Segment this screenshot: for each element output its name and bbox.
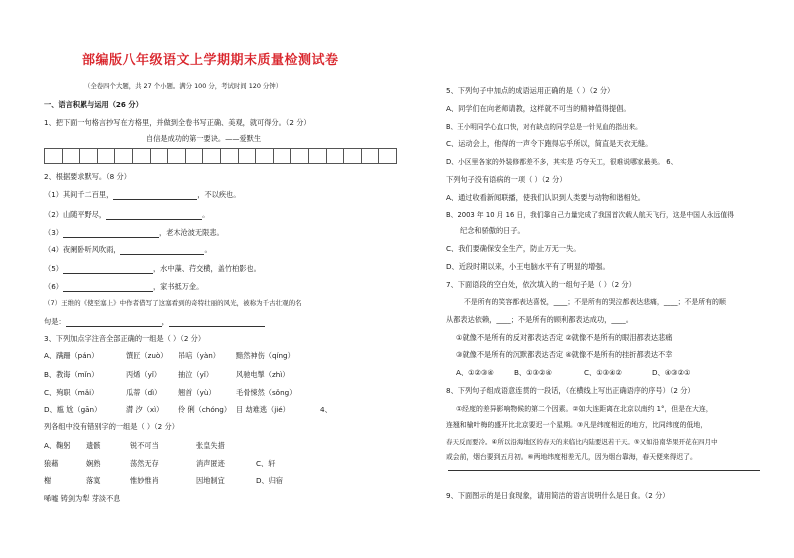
answer-blank[interactable] <box>120 246 204 255</box>
q8-stem: 8、下列句子组成语意连贯的一段话，（在横线上写出正确语序的序号）（2 分） <box>446 386 695 395</box>
answer-blank[interactable] <box>63 229 159 238</box>
q4-row-4: 唏嘘 铸剑为犁 芽淡不息 <box>44 494 121 503</box>
copy-grid[interactable] <box>44 148 396 164</box>
q5-option-c: C、运动会上，他得的一声令下跑得忘乎所以，简直是天衣无缝。 <box>446 139 653 148</box>
grid-cell[interactable] <box>238 148 257 164</box>
grid-cell[interactable] <box>343 148 362 164</box>
q2-item-7: （7）王维的《使至塞上》中作者借写了这塞看到的奇特壮丽的风光，被称为千古壮观的名 <box>44 299 302 307</box>
q7-options-2: ③就像不是所有的沉默都表达否定 ④就像不是所有的挂折都表达不幸 <box>456 350 673 359</box>
answer-blank[interactable] <box>106 211 202 220</box>
grid-cell[interactable] <box>114 148 133 164</box>
q5-option-a: A、同学们在向老师请教，这样就不可当的精神值得提倡。 <box>446 104 631 113</box>
answer-blank[interactable] <box>169 318 265 327</box>
q2-stem: 2、根据要求默写。（8 分） <box>44 172 131 181</box>
grid-cell[interactable] <box>185 148 204 164</box>
answer-blank[interactable] <box>66 318 162 327</box>
grid-cell[interactable] <box>79 148 98 164</box>
q6-option-b-cont: 纪念和骄傲的日子。 <box>460 226 525 235</box>
q2-item-4: （4）夜阑卧听风吹雨， 。 <box>44 245 212 254</box>
q5-option-b: B、王小明同学心直口快，对有缺点的同学总是一针见血的指出来。 <box>446 123 642 131</box>
answer-blank[interactable] <box>63 265 153 274</box>
grid-cell[interactable] <box>308 148 327 164</box>
grid-cell[interactable] <box>132 148 151 164</box>
grid-cell[interactable] <box>62 148 81 164</box>
q3-stem: 3、下列加点字注音全部正确的一组是（ ）（2 分） <box>44 334 206 343</box>
grid-cell[interactable] <box>255 148 274 164</box>
q7-passage-2: 从都表达依赖，____；不是所有的顾利都表达成功，____。 <box>446 315 633 324</box>
q2-item-2: （2）山随平野尽， 。 <box>44 210 210 219</box>
section-1-heading: 一、语言积累与运用（26 分） <box>44 100 143 109</box>
q6-option-b: B、2003 年 10 月 16 日，我们靠自己力量完成了我国首次载人航天飞行，这是中国人永远值得 <box>446 211 734 219</box>
q9-stem: 9、下面图示的是日食现象，请用简洁的语言说明什么是日食。（2 分） <box>446 491 670 500</box>
q8-sentence-4: 或会前，烟台要到五月初。⑥两地纬度相差无几，因为烟台靠海，春天便来得迟了。 <box>446 453 697 461</box>
grid-cell[interactable] <box>290 148 309 164</box>
q4-stem: 列各组中没有错别字的一组是（ ）（2 分） <box>44 422 179 431</box>
grid-cell[interactable] <box>44 148 63 164</box>
answer-blank[interactable] <box>113 191 197 200</box>
q2-item-6: （6） ，家书抵万金。 <box>44 282 204 291</box>
q1-stem: 1、把下面一句格言抄写在方格里，并做到全卷书写正确、美观，就可得分。（2 分） <box>44 118 311 127</box>
q6-option-d: D、近段时期以来，小王电脑水平有了明显的增强。 <box>446 262 610 271</box>
q2-item-3: （3） ，老木沧波无限悲。 <box>44 228 224 237</box>
grid-cell[interactable] <box>97 148 116 164</box>
q5-option-d: D、小区里各家的外装修都差不多，其实是 巧夺天工，很难说哪家最美。 6、 <box>446 158 678 166</box>
answer-blank[interactable] <box>63 283 153 292</box>
grid-cell[interactable] <box>220 148 239 164</box>
grid-cell[interactable] <box>378 148 397 164</box>
exam-note: （全卷四个大题，共 27 个小题。满分 100 分，考试时间 120 分钟） <box>84 82 283 90</box>
grid-cell[interactable] <box>361 148 380 164</box>
q2-item-1: （1）其间千二百里， ，不以疾也。 <box>44 190 241 199</box>
q1-motto: 自信是成功的第一要诀。——爱默生 <box>146 134 262 143</box>
grid-cell[interactable] <box>326 148 345 164</box>
q6-stem: 下列句子没有语病的一项（ ）（2 分） <box>446 175 567 184</box>
q8-sentence-2: 连翘和榆叶梅的盛开比北京要迟一个星期。③凡是纬度相近的地方，比同纬度的低地， <box>446 421 708 429</box>
q2-item-5: （5） ，水中藻、荇交横，盖竹柏影也。 <box>44 264 261 273</box>
q7-options-1: ①就像不是所有的反对都表达否定 ②就像不是所有的眼泪都表达悲痛 <box>456 333 673 342</box>
q7-passage-1: 不是所有的笑容都表达喜悦，____；不是所有的哭泣都表达悲痛，____；不是所有的顺 <box>464 298 726 306</box>
q2-item-7-answer: 句是： ， <box>44 317 265 327</box>
grid-cell[interactable] <box>202 148 221 164</box>
q7-stem: 7、下面语段的空白处，依次填入的一组句子是（ ）（2 分） <box>446 280 636 289</box>
grid-cell[interactable] <box>273 148 292 164</box>
q8-answer-line[interactable] <box>448 470 760 471</box>
q5-stem: 5、下列句子中加点的成语运用正确的是（ ）（2 分） <box>446 86 615 95</box>
q8-sentence-1: ①经度的差异影响物候的第二个因素。②如大连距离在北京以南约 1°，但是在大连， <box>456 405 713 413</box>
q6-option-c: C、我们要确保安全生产，防止万无一失。 <box>446 244 581 253</box>
grid-cell[interactable] <box>150 148 169 164</box>
page-title: 部编版八年级语文上学期期末质量检测试卷 <box>82 53 339 68</box>
q6-option-a: A、通过收看新闻联播，使我们认识到人类要与动物和谐相处。 <box>446 193 645 202</box>
q8-sentence-3: 春天反而要冷。④所以沿海地区的春天的来临比内陆要迟若干天。⑤又如沿南华果开花在四月中 <box>446 438 718 446</box>
grid-cell[interactable] <box>167 148 186 164</box>
